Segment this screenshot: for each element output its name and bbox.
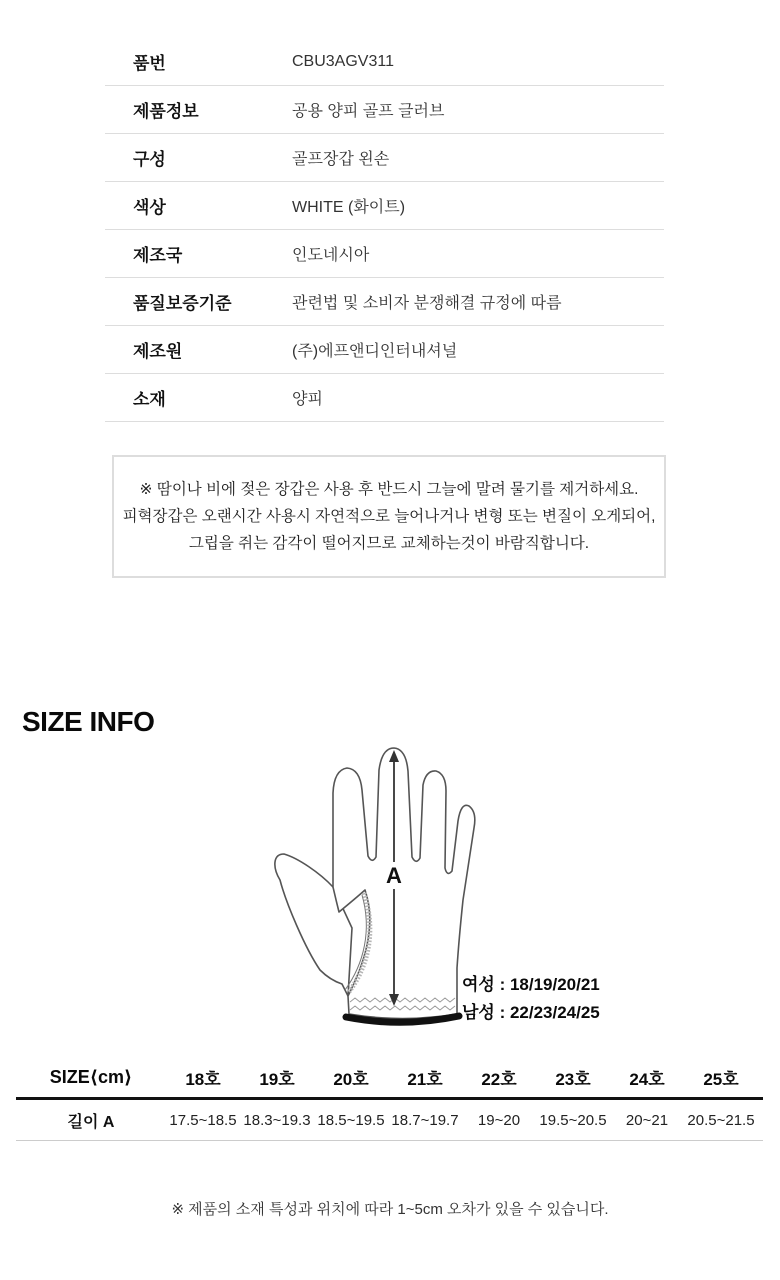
spec-label: 구성 [133, 150, 166, 169]
spec-label: 소재 [133, 390, 166, 409]
product-spec-table [105, 38, 664, 422]
male-sizes: 남성 : 22/23/24/25 [462, 1003, 600, 1022]
size-col-header: 23호 [555, 1070, 591, 1089]
size-col-header: 24호 [629, 1070, 665, 1089]
spec-row [105, 374, 664, 422]
spec-label: 제조원 [133, 342, 183, 361]
spec-value: 양피 [292, 391, 323, 408]
spec-label: 품번 [133, 54, 166, 73]
spec-row [105, 230, 664, 278]
size-col-header: 19호 [259, 1070, 295, 1089]
size-col-header: 20호 [333, 1070, 369, 1089]
size-chart-header-row [16, 1058, 763, 1100]
size-chart-data-row [16, 1100, 763, 1141]
spec-row [105, 326, 664, 374]
care-notice-box [112, 455, 666, 578]
spec-label: 제품정보 [133, 102, 199, 121]
length-value: 18.7~19.7 [391, 1111, 459, 1129]
spec-label: 제조국 [133, 246, 183, 265]
care-notice-line: ※ 땀이나 비에 젖은 장갑은 사용 후 반드시 그늘에 말려 물기를 제거하세요. [139, 481, 639, 498]
female-sizes: 여성 : 18/19/20/21 [462, 975, 600, 994]
spec-value: 골프장갑 왼손 [292, 151, 390, 168]
spec-row [105, 86, 664, 134]
length-value: 20.5~21.5 [687, 1111, 755, 1129]
length-value: 19~20 [477, 1111, 521, 1129]
size-col-header: 22호 [481, 1070, 517, 1089]
length-value: 18.3~19.3 [243, 1111, 311, 1129]
spec-value: 관련법 및 소비자 분쟁해결 규정에 따름 [292, 295, 562, 312]
measure-label-a: A [386, 863, 402, 888]
length-value: 18.5~19.5 [317, 1111, 385, 1129]
size-info-heading: SIZE INFO [22, 706, 155, 737]
length-value: 17.5~18.5 [169, 1111, 237, 1129]
care-notice-line: 피혁장갑은 오랜시간 사용시 자연적으로 늘어나거나 변형 또는 변질이 오게되어, [122, 508, 656, 525]
length-value: 20~21 [625, 1111, 669, 1129]
size-chart-header-unit: SIZE⟨cm⟩ [49, 1067, 133, 1087]
length-row-label: 길이 A [67, 1113, 115, 1131]
spec-row [105, 278, 664, 326]
spec-label: 품질보증기준 [133, 294, 232, 313]
spec-value: CBU3AGV311 [292, 52, 394, 70]
spec-value: 공용 양피 골프 글러브 [292, 103, 445, 120]
spec-row [105, 38, 664, 86]
size-col-header: 21호 [407, 1070, 443, 1089]
length-value: 19.5~20.5 [539, 1111, 607, 1129]
tolerance-footnote: ※ 제품의 소재 특성과 위치에 따라 1~5cm 오차가 있을 수 있습니다. [171, 1201, 609, 1218]
size-col-header: 25호 [703, 1070, 739, 1089]
spec-label: 색상 [133, 198, 166, 217]
spec-value: WHITE (화이트) [292, 199, 406, 216]
care-notice-line: 그립을 쥐는 감각이 떨어지므로 교체하는것이 바람직합니다. [188, 535, 590, 552]
spec-value: 인도네시아 [292, 247, 370, 264]
spec-value: (주)에프앤디인터내셔널 [292, 343, 458, 360]
spec-row [105, 182, 664, 230]
size-chart-table [16, 1058, 763, 1141]
gender-size-guide [462, 971, 600, 1027]
spec-row [105, 134, 664, 182]
size-col-header: 18호 [185, 1070, 221, 1089]
